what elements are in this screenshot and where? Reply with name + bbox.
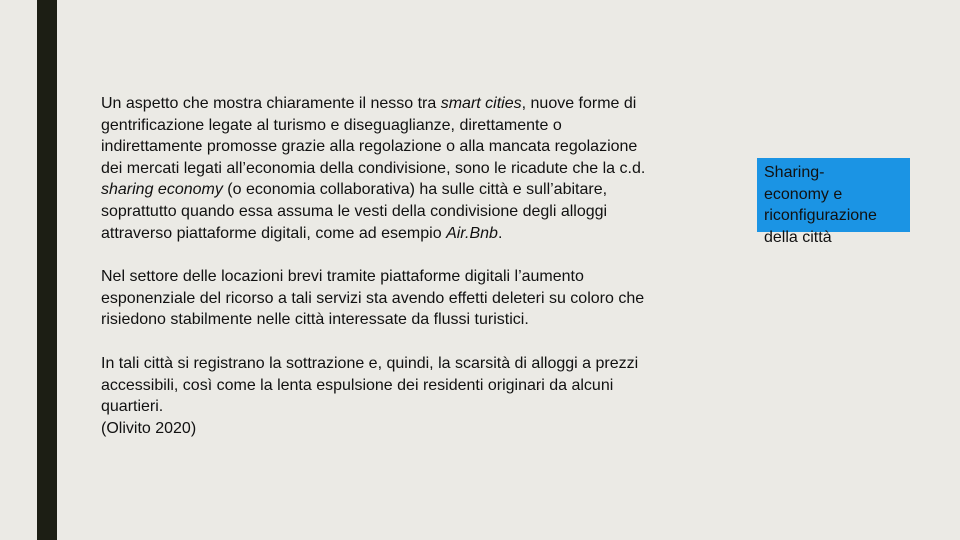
text-line xyxy=(101,201,721,223)
side-label-line: riconfigurazione xyxy=(764,207,877,224)
text-segment: attraverso piattaforme digitali, come ad esempio xyxy=(101,224,447,242)
paragraph-3 xyxy=(101,353,721,439)
text-line xyxy=(101,309,721,331)
text-segment: In tali città si registrano la sottrazione e, quindi, la scarsità di alloggi a prezzi xyxy=(101,354,639,372)
paragraph-2 xyxy=(101,266,721,331)
italic-text-segment: smart cities xyxy=(440,95,522,112)
paragraph-1 xyxy=(101,93,721,244)
text-line xyxy=(101,179,721,201)
text-segment: risiedono stabilmente nelle città interessate da flussi turistici. xyxy=(101,311,529,329)
text-segment: (Olivito 2020) xyxy=(101,419,197,437)
text-line xyxy=(101,93,721,115)
side-label-line: della città xyxy=(764,228,832,246)
side-label xyxy=(764,162,904,248)
side-label-line: economy e xyxy=(764,185,843,203)
text-segment: Un aspetto che mostra chiaramente il nesso tra xyxy=(101,95,441,112)
text-segment: indirettamente promosse grazie alla regolazione o alla mancata regolazione xyxy=(101,138,638,156)
text-segment: Nel settore delle locazioni brevi tramite piattaforme digitali l’aumento xyxy=(101,268,584,286)
italic-text-segment: Air.Bnb xyxy=(446,224,498,242)
text-line xyxy=(101,136,721,158)
text-line xyxy=(101,158,721,180)
text-line xyxy=(101,288,721,310)
italic-text-segment: sharing economy xyxy=(101,181,223,199)
text-line xyxy=(101,353,721,375)
text-segment: accessibili, così come la lenta espulsione dei residenti originari da alcuni xyxy=(101,376,614,394)
text-segment: dei mercati legati all’economia della condivisione, sono le ricadute che la c.d. xyxy=(101,159,646,177)
text-line xyxy=(101,396,721,418)
text-segment: quartieri. xyxy=(101,398,164,416)
text-segment: gentrificazione legate al turismo e diseguaglianze, direttamente o xyxy=(101,116,562,134)
text-segment: soprattutto quando essa assuma le vesti della condivisione degli alloggi xyxy=(101,202,608,220)
text-segment: (o economia collaborativa) ha sulle città e sull’abitare, xyxy=(222,181,608,199)
text-segment: , nuove forme di xyxy=(521,95,637,112)
text-line xyxy=(101,375,721,397)
text-line xyxy=(101,266,721,288)
text-line xyxy=(101,223,721,245)
text-line xyxy=(101,115,721,137)
text-segment: esponenziale del ricorso a tali servizi sta avendo effetti deleteri su coloro che xyxy=(101,289,645,307)
left-accent-bar xyxy=(37,0,57,540)
main-text-block xyxy=(101,93,721,439)
side-label-line: Sharing- xyxy=(764,164,825,181)
text-line xyxy=(101,418,721,440)
text-segment: . xyxy=(497,224,503,242)
